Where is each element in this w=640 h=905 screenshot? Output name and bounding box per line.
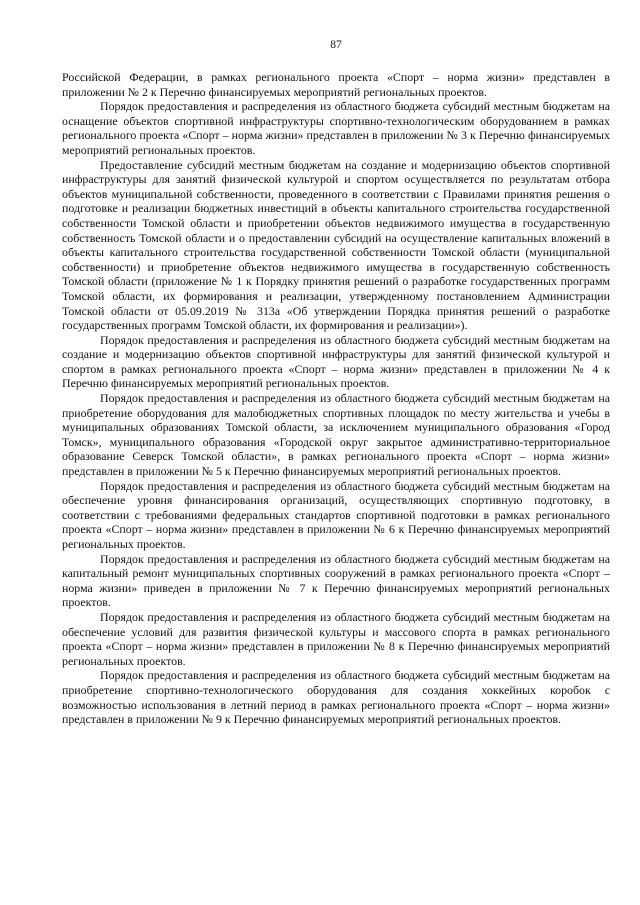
paragraph: Порядок предоставления и распределения из областного бюджета субсидий местным бюджетам на обеспечение уровня финансирования организаций, осуществляющих спортивную подготовку, в соответствии с требованиями федеральных стандартов спортивной подготовки в рамках регионального проекта «Спорт – норма жизни» представлен в приложении № 6 к Перечню финансируемых мероприятий региональных проектов. (62, 478, 610, 551)
paragraph: Порядок предоставления и распределения из областного бюджета субсидий местным бюджетам на приобретение спортивно-технологического оборудования для создания хоккейных коробок с возможностью использования в летний период в рамках регионального проекта «Спорт – норма жизни» представлен в приложении № 9 к Перечню финансируемых мероприятий региональных проектов. (62, 668, 610, 727)
paragraph: Порядок предоставления и распределения из областного бюджета субсидий местным бюджетам на обеспечение условий для развития физической культуры и массового спорта в рамках регионального проекта «Спорт – норма жизни» представлен в приложении № 8 к Перечню финансируемых мероприятий региональных проектов. (62, 609, 610, 668)
paragraph: Порядок предоставления и распределения из областного бюджета субсидий местным бюджетам на приобретение оборудования для малобюджетных спортивных площадок по месту жительства и учебы в муниципальных образованиях Томской области, за исключением муниципального образования «Город Томск», муниципального образования «Городской округ закрытое административно-территориальное образование Северск Томской области», в рамках регионального проекта «Спорт – норма жизни» представлен в приложении № 5 к Перечню финансируемых мероприятий региональных проектов. (62, 391, 610, 479)
page-number: 87 (330, 39, 342, 51)
document-page (62, 0, 610, 905)
paragraph-continued: Российской Федерации, в рамках регионального проекта «Спорт – норма жизни» представлен в приложении № 2 к Перечню финансируемых мероприятий региональных проектов. (62, 70, 610, 99)
paragraph: Порядок предоставления и распределения из областного бюджета субсидий местным бюджетам на капитальный ремонт муниципальных спортивных сооружений в рамках регионального проекта «Спорт – норма жизни» приведен в приложении № 7 к Перечню финансируемых мероприятий региональных проектов. (62, 551, 610, 610)
document-body (62, 70, 610, 727)
paragraph: Предоставление субсидий местным бюджетам на создание и модернизацию объектов спортивной инфраструктуры для занятий физической культурой и спортом осуществляется по результатам отбора объектов муниципальной собственности, проведенного в соответствии с Правилами принятия решения о подготовке и реализации бюджетных инвестиций в объекты капитального строительства государственной собственности Томской области и приобретении объектов недвижимого имущества в государственную собственность Томской области и о предоставлении субсидий на осуществление капитальных вложений в объекты капитального строительства государственной собственности Томской области (муниципальной собственности) и приобретение объектов недвижимого имущества в государственную собственность Томской области (приложение № 1 к Порядку принятия решений о разработке государственных программ Томской области, их формирования и реализации, утвержденному постановлением Администрации Томской области от 05.09.2019 № 313а «Об утверждении Порядка принятия решений о разработке государственных программ Томской области, их формирования и реализации»). (62, 157, 610, 333)
paragraph: Порядок предоставления и распределения из областного бюджета субсидий местным бюджетам на создание и модернизацию объектов спортивной инфраструктуры для занятий физической культурой и спортом в рамках регионального проекта «Спорт – норма жизни» представлен в приложении № 4 к Перечню финансируемых мероприятий региональных проектов. (62, 332, 610, 391)
paragraph: Порядок предоставления и распределения из областного бюджета субсидий местным бюджетам на оснащение объектов спортивной инфраструктуры спортивно-технологическим оборудованием в рамках регионального проекта «Спорт – норма жизни» представлен в приложении № 3 к Перечню финансируемых мероприятий региональных проектов. (62, 99, 610, 157)
